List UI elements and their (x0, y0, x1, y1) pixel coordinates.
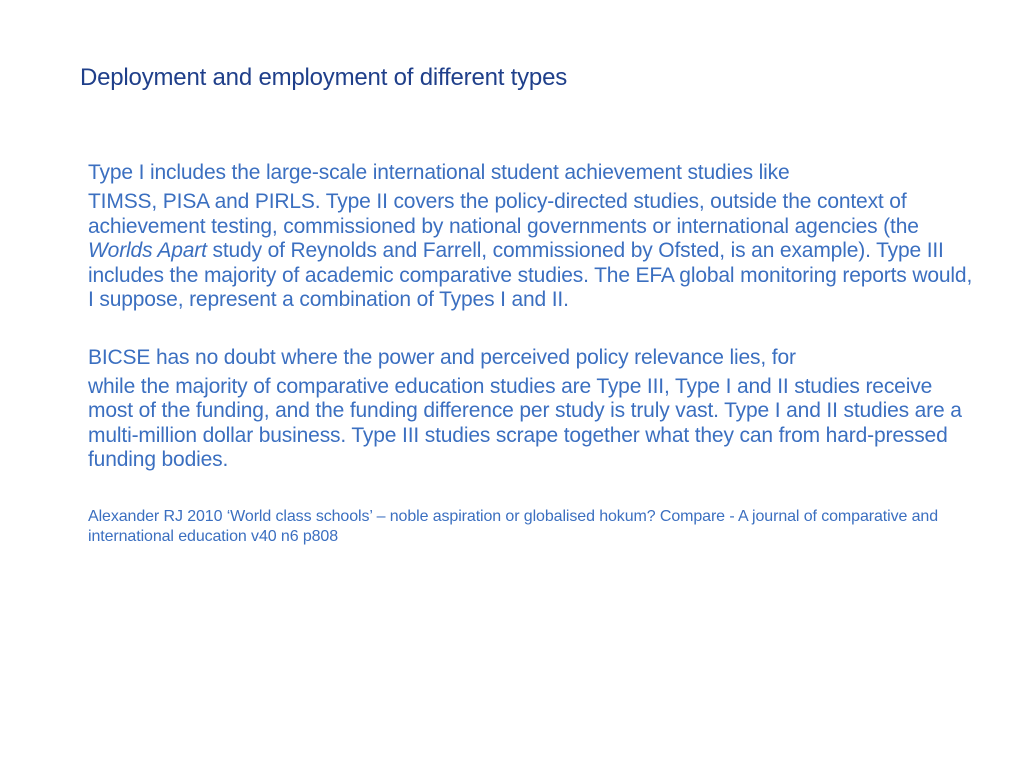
slide-title: Deployment and employment of different types (80, 64, 568, 91)
paragraph-1-first-line: Type I includes the large-scale international student achievement studies like (88, 161, 790, 184)
paragraph-1-italic-title: Worlds Apart (88, 239, 207, 262)
paragraph-funding (88, 343, 976, 473)
citation: Alexander RJ 2010 ‘World class schools’ – noble aspiration or globalised hokum? Compare - A journal of comparative and international education v40 n6 p808 (88, 507, 939, 545)
paragraph-type-descriptions (88, 158, 976, 313)
paragraph-2-first-line: BICSE has no doubt where the power and perceived policy relevance lies, for (88, 345, 796, 369)
slide-body (88, 158, 976, 547)
paragraph-2-text: while the majority of comparative education studies are Type III, Type I and II studies receive most of the funding, and the funding difference per study is truly vast. Type I and II studies are a multi-million dollar business. Type III studies scrape together what they can from hard-pressed funding bodies. (88, 374, 962, 471)
paragraph-1-text-before-italic: TIMSS, PISA and PIRLS. Type II covers the policy-directed studies, outside the context of achievement testing, commissioned by national governments or international agencies (the (88, 190, 919, 238)
paragraph-1-text-after-italic: study of Reynolds and Farrell, commissioned by Ofsted, is an example). Type III includes the majority of academic comparative studies. The EFA global monitoring reports would, I suppose, represent a combination of Types I and II. (88, 239, 973, 311)
